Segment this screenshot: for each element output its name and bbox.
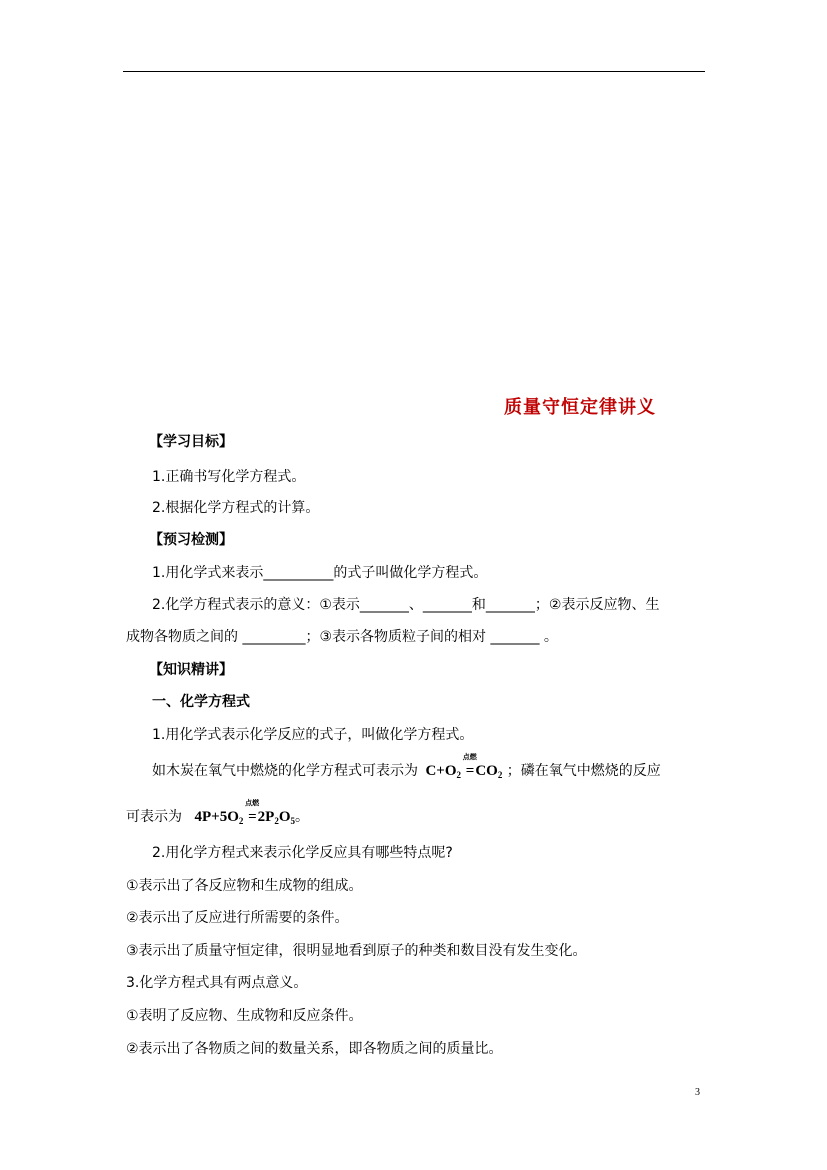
eq1-reactant-c: C [425, 763, 437, 779]
eq2-p-subscript: 2 [274, 816, 279, 826]
feature-item-3: ③表示出了质量守恒定律，很明显地看到原子的种类和数目没有发生变化。 [126, 943, 587, 959]
knowledge-heading: 【知识精讲】 [149, 662, 233, 678]
goal-item-1: 1.正确书写化学方程式。 [152, 469, 306, 485]
header-rule [123, 71, 705, 72]
eq1-o-subscript: 2 [456, 770, 462, 780]
meaning-item-1: ①表明了反应物、生成物和反应条件。 [126, 1008, 363, 1024]
goal-item-2: 2.根据化学方程式的计算。 [152, 500, 320, 516]
phosphorus-intro-text: ；磷在氧气中燃烧的反应 [506, 763, 661, 779]
eq2-reactant-p: 4P [194, 809, 212, 825]
eq2-o-product-subscript: 5 [290, 816, 296, 826]
eq2-product-p: 2P [257, 809, 275, 825]
eq2-condition: 点燃 [245, 799, 260, 807]
eq1-product: CO [475, 763, 498, 779]
eq1-plus: + [436, 763, 445, 779]
phosphorus-example-text: 可表示为 [126, 809, 182, 825]
preview-question-2-line-2: 成物各物质之间的 _________；③表示各物质粒子间的相对 _______ 。 [126, 629, 558, 645]
page-number: 3 [695, 1087, 700, 1098]
carbon-example-text: 如木炭在氧气中燃烧的化学方程式可表示为 [152, 763, 418, 779]
meaning-item-2: ②表示出了各物质之间的数量关系，即各物质之间的质量比。 [126, 1041, 503, 1057]
equation-carbon-combustion [425, 753, 503, 780]
preview-heading: 【预习检测】 [149, 532, 233, 548]
eq2-plus: + [211, 809, 220, 825]
paragraph-carbon-example [152, 753, 661, 780]
paragraph-definition: 1.用化学式表示化学反应的式子，叫做化学方程式。 [152, 727, 474, 743]
eq1-product-subscript: 2 [497, 770, 503, 780]
eq2-equals: = [248, 809, 257, 825]
preview-question-2-line-1: 2.化学方程式表示的意义：①表示_______、_______和_______；②表示反应物、生 [152, 597, 660, 613]
feature-item-2: ②表示出了反应进行所需要的条件。 [126, 910, 349, 926]
feature-item-1: ①表示出了各反应物和生成物的组成。 [126, 878, 363, 894]
equation-phosphorus-combustion [194, 799, 296, 826]
subsection-title: 一、化学方程式 [152, 694, 250, 710]
preview-question-1: 1.用化学式来表示__________的式子叫做化学方程式。 [152, 565, 488, 581]
paragraph-meanings: 3.化学方程式具有两点意义。 [126, 975, 308, 991]
phosphorus-period: 。 [295, 809, 310, 825]
eq1-condition: 点燃 [462, 753, 477, 761]
paragraph-features-question: 2.用化学方程式来表示化学反应具有哪些特点呢? [152, 845, 453, 861]
eq2-reactant-o: 5O [219, 809, 239, 825]
document-title: 质量守恒定律讲义 [504, 397, 656, 418]
eq1-equals: = [465, 763, 475, 779]
eq2-product-o: O [278, 809, 291, 825]
eq2-o-subscript: 2 [238, 816, 244, 826]
goals-heading: 【学习目标】 [149, 434, 233, 450]
paragraph-phosphorus-example [126, 799, 310, 826]
eq1-reactant-o: O [444, 763, 457, 779]
